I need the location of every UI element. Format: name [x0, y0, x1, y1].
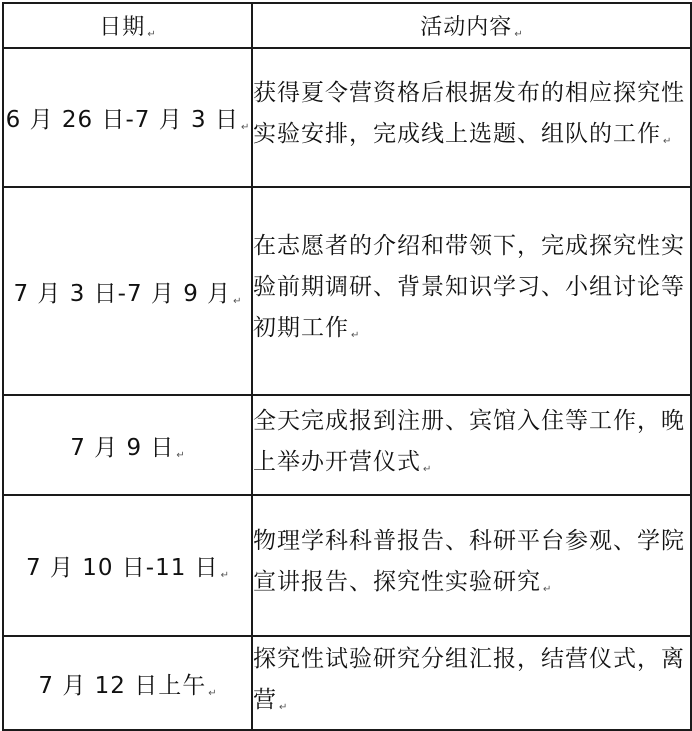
activity-cell	[252, 48, 691, 187]
date-cell	[3, 395, 252, 495]
activity-cell	[252, 636, 691, 730]
paragraph-mark-icon: ↵	[543, 584, 552, 595]
activity-cell	[252, 395, 691, 495]
table-row	[3, 495, 691, 636]
activity-text: 探究性试验研究分组汇报，结营仪式，离营	[253, 645, 685, 713]
paragraph-mark-icon: ↵	[423, 463, 432, 475]
date-text: 7 月 10 日-11 日	[25, 555, 219, 581]
paragraph-mark-icon: ↵	[233, 295, 242, 307]
date-cell	[3, 636, 252, 730]
date-text: 7 月 3 日-7 月 9 月	[13, 280, 232, 307]
activity-text: 获得夏令营资格后根据发布的相应探究性实验安排，完成线上选题、组队的工作	[253, 80, 685, 147]
table-row	[3, 636, 691, 730]
paragraph-mark-icon: ↵	[240, 122, 250, 133]
table-row	[3, 395, 691, 495]
paragraph-mark-icon: ↵	[514, 29, 523, 40]
header-activity-label: 活动内容	[420, 15, 513, 40]
date-text: 7 月 12 日上午	[38, 672, 207, 699]
paragraph-mark-icon: ↵	[147, 29, 156, 40]
paragraph-mark-icon: ↵	[176, 449, 185, 461]
paragraph-mark-icon: ↵	[351, 330, 360, 341]
date-text: 6 月 26 日-7 月 3 日	[5, 107, 239, 133]
paragraph-mark-icon: ↵	[279, 701, 288, 713]
activity-text: 在志愿者的介绍和带领下，完成探究性实验前期调研、背景知识学习、小组讨论等初期工作	[253, 233, 685, 341]
date-cell	[3, 187, 252, 395]
paragraph-mark-icon: ↵	[208, 687, 217, 699]
header-activity	[252, 3, 691, 48]
paragraph-mark-icon: ↵	[663, 136, 672, 147]
table-row	[3, 187, 691, 395]
paragraph-mark-icon: ↵	[220, 570, 230, 581]
activity-cell	[252, 187, 691, 395]
table-header-row	[3, 3, 691, 48]
date-cell	[3, 48, 252, 187]
table-row	[3, 48, 691, 187]
header-date-label: 日期	[99, 15, 146, 40]
activity-text: 物理学科科普报告、科研平台参观、学院宣讲报告、探究性实验研究	[253, 528, 685, 595]
activity-cell	[252, 495, 691, 636]
schedule-table	[2, 2, 692, 731]
activity-text: 全天完成报到注册、宾馆入住等工作，晚上举办开营仪式	[253, 407, 685, 475]
date-text: 7 月 9 日	[70, 434, 175, 461]
date-cell	[3, 495, 252, 636]
header-date	[3, 3, 252, 48]
